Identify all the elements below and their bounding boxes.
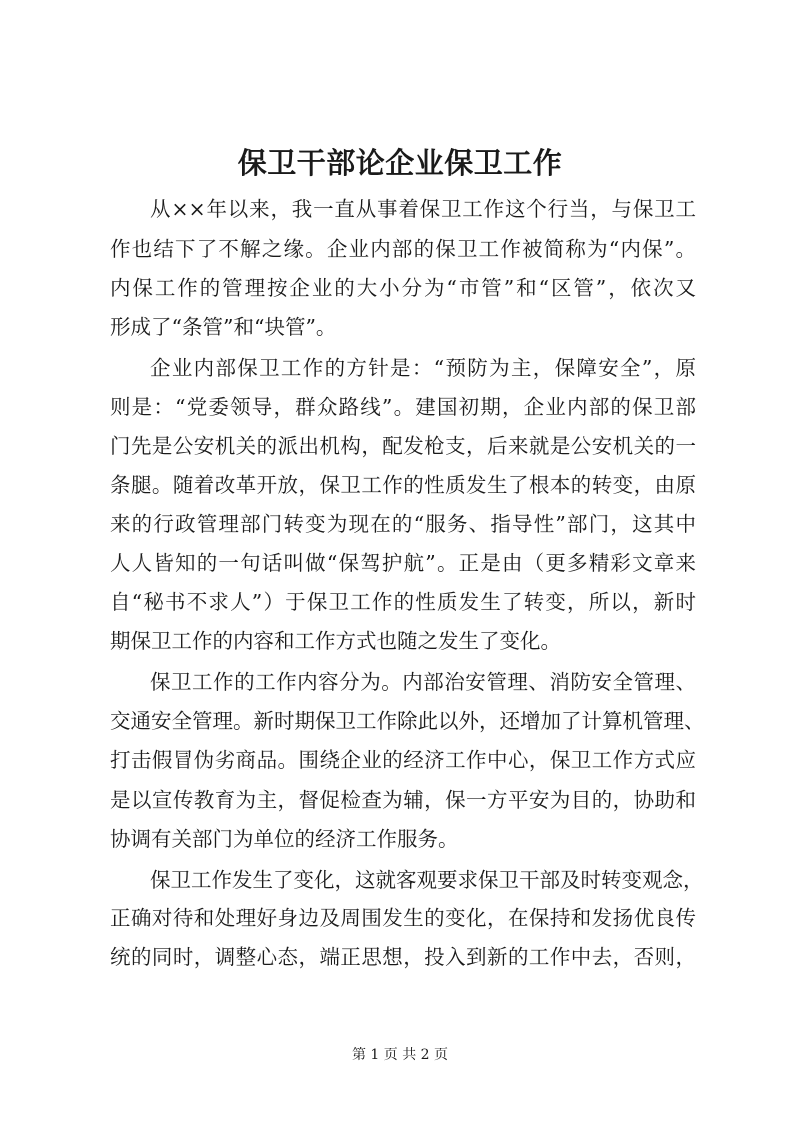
paragraph-2-line-4: 条腿。随着改革开放，保卫工作的性质发生了根本的转变，由原 [110, 473, 696, 497]
paragraph-1-line-1: 从××年以来，我一直从事着保卫工作这个行当，与保卫工 [150, 197, 696, 221]
paragraph-2-line-5: 来的行政管理部门转变为现在的“服务、指导性”部门，这其中 [110, 512, 696, 536]
paragraph-2-line-2: 则是：“党委领导，群众路线”。建国初期，企业内部的保卫部 [110, 395, 696, 419]
paragraph-3-line-3: 打击假冒伪劣商品。围绕企业的经济工作中心，保卫工作方式应 [110, 748, 696, 772]
paragraph-4-line-2: 正确对待和处理好身边及周围发生的变化，在保持和发扬优良传 [110, 906, 696, 930]
paragraph-3-line-1: 保卫工作的工作内容分为。内部治安管理、消防安全管理、 [150, 670, 696, 694]
paragraph-2-line-3: 门先是公安机关的派出机构，配发枪支，后来就是公安机关的一 [110, 434, 696, 458]
page-footer: 第 1 页 共 2 页 [351, 1047, 449, 1063]
paragraph-4-line-3: 统的同时，调整心态，端正思想，投入到新的工作中去，否则， [110, 945, 696, 969]
paragraph-1-line-3: 内保工作的管理按企业的大小分为“市管”和“区管”，依次又 [110, 276, 696, 300]
paragraph-3-line-2: 交通安全管理。新时期保卫工作除此以外，还增加了计算机管理、 [110, 709, 705, 733]
paragraph-4-line-1: 保卫工作发生了变化，这就客观要求保卫干部及时转变观念， [150, 868, 704, 892]
paragraph-1-line-4: 形成了“条管”和“块管”。 [110, 315, 337, 339]
paragraph-3-line-5: 协调有关部门为单位的经济工作服务。 [110, 827, 459, 851]
paragraph-2-line-6: 人人皆知的一句话叫做“保驾护航”。正是由（更多精彩文章来 [110, 551, 696, 575]
paragraph-3-line-4: 是以宣传教育为主，督促检查为辅，保一方平安为目的，协助和 [110, 788, 696, 812]
paragraph-2-line-1: 企业内部保卫工作的方针是：“预防为主，保障安全”，原 [150, 356, 696, 380]
document-title: 保卫干部论企业保卫工作 [237, 146, 563, 180]
paragraph-2-line-7: 自“秘书不求人”）于保卫工作的性质发生了转变，所以，新时 [110, 590, 696, 614]
paragraph-1-line-2: 作也结下了不解之缘。企业内部的保卫工作被简称为“内保”。 [110, 237, 696, 261]
paragraph-2-line-8: 期保卫工作的内容和工作方式也随之发生了变化。 [110, 629, 561, 653]
